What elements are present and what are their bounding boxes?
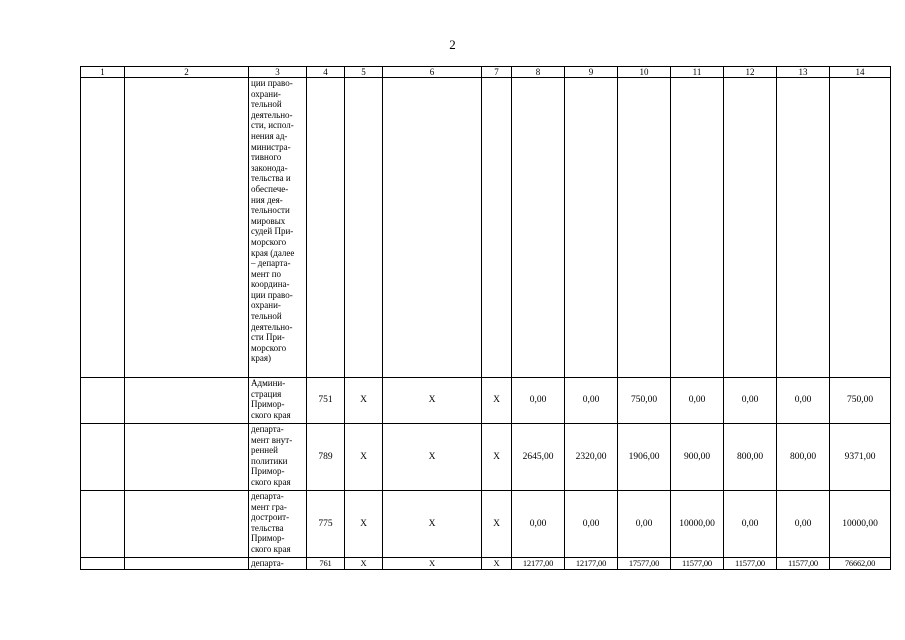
value-cell: 0,00 bbox=[512, 491, 565, 558]
value-cell bbox=[345, 78, 383, 378]
value-cell bbox=[307, 78, 345, 378]
value-cell: X bbox=[345, 378, 383, 424]
organization-cell bbox=[249, 78, 307, 378]
organization-line: деятельно- bbox=[251, 321, 293, 332]
column-header: 1 bbox=[81, 67, 125, 78]
organization-line: Админи- bbox=[251, 378, 286, 388]
organization-line: координа- bbox=[251, 279, 290, 290]
organization-cell bbox=[249, 558, 307, 570]
column-header: 5 bbox=[345, 67, 383, 78]
organization-line: законода- bbox=[251, 162, 288, 173]
table-row bbox=[81, 78, 891, 378]
value-cell: X bbox=[482, 378, 512, 424]
organization-line: Примор- bbox=[251, 399, 285, 410]
value-cell: 0,00 bbox=[512, 378, 565, 424]
organization-line: деятельно- bbox=[251, 109, 293, 120]
value-cell: X bbox=[383, 424, 482, 491]
column-header: 8 bbox=[512, 67, 565, 78]
value-cell: 800,00 bbox=[724, 424, 777, 491]
value-cell: 1906,00 bbox=[618, 424, 671, 491]
budget-table bbox=[80, 66, 891, 570]
column-header: 11 bbox=[671, 67, 724, 78]
header-row bbox=[81, 67, 891, 78]
value-cell: X bbox=[482, 424, 512, 491]
value-cell: 751 bbox=[307, 378, 345, 424]
organization-line: страция bbox=[251, 388, 282, 399]
value-cell: X bbox=[383, 491, 482, 558]
column-header: 2 bbox=[125, 67, 249, 78]
value-cell bbox=[777, 78, 830, 378]
value-cell bbox=[671, 78, 724, 378]
empty-cell bbox=[125, 78, 249, 378]
value-cell: 0,00 bbox=[565, 491, 618, 558]
value-cell: 9371,00 bbox=[830, 424, 891, 491]
value-cell: 2320,00 bbox=[565, 424, 618, 491]
column-header: 3 bbox=[249, 67, 307, 78]
organization-line: ского края bbox=[251, 409, 291, 420]
organization-line: охрани- bbox=[251, 88, 281, 99]
value-cell bbox=[565, 78, 618, 378]
value-cell: 12177,00 bbox=[512, 558, 565, 570]
value-cell bbox=[724, 78, 777, 378]
value-cell: 11577,00 bbox=[724, 558, 777, 570]
organization-line: тельства и bbox=[251, 173, 291, 184]
table-row bbox=[81, 424, 891, 491]
organization-line: морского bbox=[251, 236, 287, 247]
table-row bbox=[81, 378, 891, 424]
organization-cell bbox=[249, 424, 307, 491]
value-cell: X bbox=[383, 558, 482, 570]
value-cell bbox=[830, 78, 891, 378]
organization-line: тельной bbox=[251, 99, 282, 110]
organization-line: охрани- bbox=[251, 300, 281, 311]
empty-cell bbox=[81, 558, 125, 570]
value-cell: 17577,00 bbox=[618, 558, 671, 570]
empty-cell bbox=[81, 78, 125, 378]
column-header: 13 bbox=[777, 67, 830, 78]
organization-line: тивного bbox=[251, 152, 282, 163]
value-cell: 0,00 bbox=[671, 378, 724, 424]
organization-line: мент по bbox=[251, 268, 282, 279]
organization-cell bbox=[249, 491, 307, 558]
organization-line: ского края bbox=[251, 476, 291, 487]
column-header: 4 bbox=[307, 67, 345, 78]
value-cell: 12177,00 bbox=[565, 558, 618, 570]
organization-line: мент внут- bbox=[251, 434, 293, 445]
value-cell: 761 bbox=[307, 558, 345, 570]
value-cell: 10000,00 bbox=[830, 491, 891, 558]
organization-line: обеспече- bbox=[251, 183, 289, 194]
page-number: 2 bbox=[449, 37, 456, 52]
empty-cell bbox=[125, 424, 249, 491]
organization-line: ции право- bbox=[251, 78, 293, 88]
value-cell: 0,00 bbox=[724, 491, 777, 558]
organization-line: Примор- bbox=[251, 533, 285, 544]
value-cell: 800,00 bbox=[777, 424, 830, 491]
column-header: 7 bbox=[482, 67, 512, 78]
value-cell: 750,00 bbox=[618, 378, 671, 424]
table-row bbox=[81, 558, 891, 570]
organization-line: сти, испол- bbox=[251, 120, 294, 131]
value-cell: 900,00 bbox=[671, 424, 724, 491]
value-cell: 0,00 bbox=[777, 378, 830, 424]
organization-line: департа- bbox=[251, 558, 284, 568]
value-cell: 775 bbox=[307, 491, 345, 558]
organization-line: мировых bbox=[251, 215, 286, 226]
value-cell bbox=[618, 78, 671, 378]
organization-cell bbox=[249, 378, 307, 424]
value-cell: 0,00 bbox=[724, 378, 777, 424]
organization-line: тельной bbox=[251, 311, 282, 322]
organization-line: департа- bbox=[251, 424, 284, 434]
empty-cell bbox=[125, 378, 249, 424]
column-header: 10 bbox=[618, 67, 671, 78]
value-cell: 0,00 bbox=[777, 491, 830, 558]
value-cell: 0,00 bbox=[565, 378, 618, 424]
organization-line: ции право- bbox=[251, 289, 293, 300]
organization-line: ского края bbox=[251, 543, 291, 554]
value-cell: 2645,00 bbox=[512, 424, 565, 491]
value-cell: X bbox=[482, 558, 512, 570]
value-cell bbox=[512, 78, 565, 378]
value-cell: X bbox=[345, 558, 383, 570]
empty-cell bbox=[125, 491, 249, 558]
value-cell: X bbox=[482, 491, 512, 558]
organization-line: ренней bbox=[251, 445, 278, 456]
organization-line: достроит- bbox=[251, 512, 290, 523]
organization-line: политики bbox=[251, 455, 288, 466]
value-cell: 789 bbox=[307, 424, 345, 491]
organization-line: нения ад- bbox=[251, 130, 288, 141]
value-cell: 76662,00 bbox=[830, 558, 891, 570]
value-cell: X bbox=[345, 491, 383, 558]
organization-line: министра- bbox=[251, 141, 291, 152]
empty-cell bbox=[125, 558, 249, 570]
column-header: 6 bbox=[383, 67, 482, 78]
organization-line: мент гра- bbox=[251, 501, 287, 512]
organization-line: сти При- bbox=[251, 332, 285, 343]
organization-line: морского bbox=[251, 342, 287, 353]
value-cell: X bbox=[383, 378, 482, 424]
organization-line: ния дея- bbox=[251, 194, 283, 205]
organization-line: департа- bbox=[251, 491, 284, 501]
organization-line: края (далее bbox=[251, 247, 295, 258]
organization-line: судей При- bbox=[251, 226, 294, 237]
value-cell bbox=[482, 78, 512, 378]
empty-cell bbox=[81, 424, 125, 491]
organization-line: Примор- bbox=[251, 466, 285, 477]
column-header: 14 bbox=[830, 67, 891, 78]
value-cell bbox=[383, 78, 482, 378]
value-cell: X bbox=[345, 424, 383, 491]
table-row bbox=[81, 491, 891, 558]
empty-cell bbox=[81, 491, 125, 558]
organization-line: края) bbox=[251, 353, 272, 364]
table-body bbox=[81, 67, 891, 570]
empty-cell bbox=[81, 378, 125, 424]
column-header: 12 bbox=[724, 67, 777, 78]
organization-line: – департа- bbox=[251, 258, 291, 269]
value-cell: 10000,00 bbox=[671, 491, 724, 558]
value-cell: 750,00 bbox=[830, 378, 891, 424]
value-cell: 0,00 bbox=[618, 491, 671, 558]
column-header: 9 bbox=[565, 67, 618, 78]
value-cell: 11577,00 bbox=[671, 558, 724, 570]
organization-line: тельности bbox=[251, 205, 290, 216]
value-cell: 11577,00 bbox=[777, 558, 830, 570]
organization-line: тельства bbox=[251, 522, 284, 533]
